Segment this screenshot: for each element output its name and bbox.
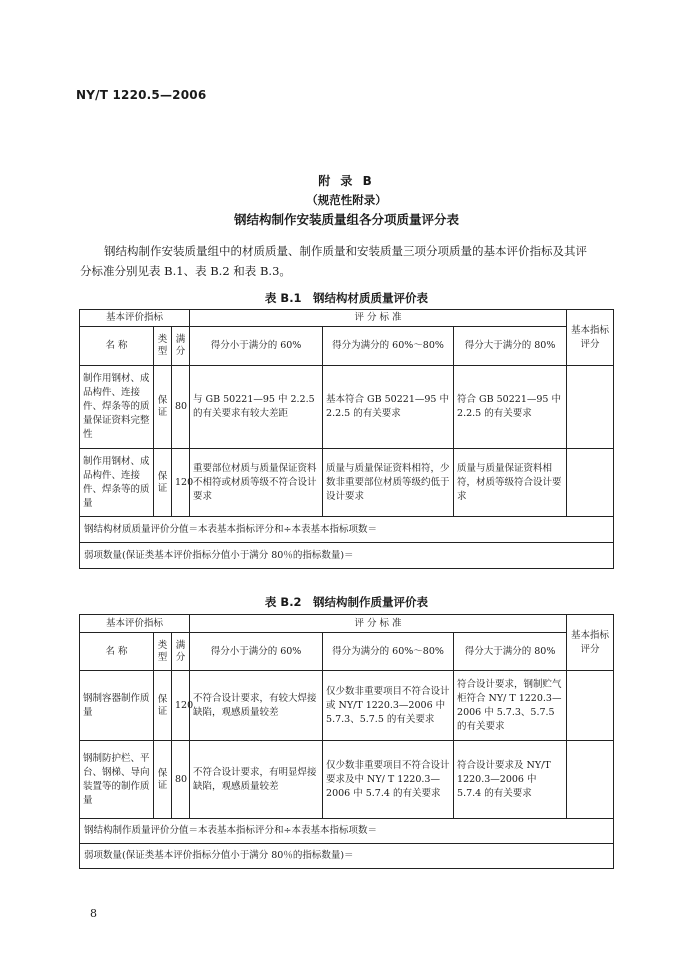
- page-number: 8: [90, 907, 97, 920]
- row-criteria-lt60: 不符合设计要求，有较大焊接缺陷，观感质量较差: [190, 671, 323, 741]
- row-criteria-60-80: 仅少数非重要项目不符合设计或 NY/T 1220.3—2006 中 5.7.3、5.7.5 的有关要求: [323, 671, 454, 741]
- intro-line-2: 分标准分别见表 B.1、表 B.2 和表 B.3。: [80, 264, 291, 278]
- table1-header-gt80: 得分大于满分的 80%: [454, 327, 567, 366]
- row-criteria-60-80: 仅少数非重要项目不符合设计要求及中 NY/ T 1220.3—2006 中 5.7.4 的有关要求: [323, 741, 454, 819]
- table2-header-criteria: 评 分 标 准: [190, 615, 567, 633]
- table-row: [80, 741, 614, 819]
- row-criteria-gt80: 符合 GB 50221—95 中 2.2.5 的有关要求: [454, 366, 567, 449]
- row-name: 制作用钢材、成品构件、连接件、焊条等的质量保证资料完整性: [80, 366, 154, 449]
- row-type: 保证: [154, 741, 172, 819]
- appendix-title: 附 录 B: [318, 174, 375, 188]
- row-criteria-gt80: 符合设计要求，钢制贮气柜符合 NY/ T 1220.3—2006 中 5.7.3、5.7.5 的有关要求: [454, 671, 567, 741]
- table2-header-60-80: 得分为满分的 60%～80%: [323, 633, 454, 671]
- row-name: 制作用钢材、成品构件、连接件、焊条等的质量: [80, 449, 154, 517]
- table2-header-lt60: 得分小于满分的 60%: [190, 633, 323, 671]
- table1-summary-score: 钢结构材质质量评价分值＝本表基本指标评分和÷本表基本指标项数＝: [80, 517, 614, 543]
- row-criteria-gt80: 符合设计要求及 NY/T 1220.3—2006 中 5.7.4 的有关要求: [454, 741, 567, 819]
- row-type: 保证: [154, 366, 172, 449]
- table2: [79, 614, 614, 869]
- table2-header-full: 满分: [172, 633, 190, 671]
- row-full-score: 120: [172, 671, 190, 741]
- table1-header-60-80: 得分为满分的 60%～80%: [323, 327, 454, 366]
- table1-header-name: 名 称: [80, 327, 154, 366]
- table1-header-lt60: 得分小于满分的 60%: [190, 327, 323, 366]
- intro-paragraph: [80, 241, 620, 281]
- row-criteria-lt60: 与 GB 50221—95 中 2.2.5 的有关要求有较大差距: [190, 366, 323, 449]
- table-row: [80, 449, 614, 517]
- table1-header-criteria: 评 分 标 准: [190, 310, 567, 327]
- row-name: 钢制防护栏、平台、钢梯、导向装置等的制作质量: [80, 741, 154, 819]
- row-type: 保证: [154, 449, 172, 517]
- row-criteria-gt80: 质量与质量保证资料相符，材质等级符合设计要求: [454, 449, 567, 517]
- table2-header-score: 基本指标评分: [567, 615, 614, 671]
- table2-caption: 表 B.2 钢结构制作质量评价表: [264, 595, 429, 609]
- appendix-heading: 钢结构制作安装质量组各分项质量评分表: [233, 212, 459, 227]
- row-full-score: 80: [172, 366, 190, 449]
- row-score-cell[interactable]: [567, 449, 614, 517]
- table-row: [80, 366, 614, 449]
- row-score-cell[interactable]: [567, 671, 614, 741]
- table1-header-basic: 基本评价指标: [80, 310, 190, 327]
- table2-header-name: 名 称: [80, 633, 154, 671]
- table2-header-gt80: 得分大于满分的 80%: [454, 633, 567, 671]
- document-code: NY/T 1220.5—2006: [76, 88, 207, 102]
- row-criteria-lt60: 不符合设计要求，有明显焊接缺陷，观感质量较差: [190, 741, 323, 819]
- row-name: 钢制容器制作质量: [80, 671, 154, 741]
- table-row: [80, 671, 614, 741]
- row-score-cell[interactable]: [567, 366, 614, 449]
- row-score-cell[interactable]: [567, 741, 614, 819]
- row-criteria-lt60: 重要部位材质与质量保证资料不相符或材质等级不符合设计要求: [190, 449, 323, 517]
- appendix-subtitle: （规范性附录）: [306, 193, 387, 207]
- row-full-score: 80: [172, 741, 190, 819]
- table1: [79, 309, 614, 569]
- intro-line-1: 钢结构制作安装质量组中的材质质量、制作质量和安装质量三项分项质量的基本评价指标及其评: [104, 244, 587, 258]
- table1-header-type: 类型: [154, 327, 172, 366]
- row-criteria-60-80: 质量与质量保证资料相符，少数非重要部位材质等级约低于设计要求: [323, 449, 454, 517]
- table2-weak-count: 弱项数量(保证类基本评价指标分值小于满分 80％的指标数量)＝: [80, 844, 614, 869]
- table1-caption: 表 B.1 钢结构材质质量评价表: [264, 291, 429, 305]
- table1-header-full: 满分: [172, 327, 190, 366]
- row-criteria-60-80: 基本符合 GB 50221—95 中 2.2.5 的有关要求: [323, 366, 454, 449]
- table2-header-basic: 基本评价指标: [80, 615, 190, 633]
- row-full-score: 120: [172, 449, 190, 517]
- row-type: 保证: [154, 671, 172, 741]
- table1-weak-count: 弱项数量(保证类基本评价指标分值小于满分 80％的指标数量)＝: [80, 543, 614, 569]
- table2-header-type: 类型: [154, 633, 172, 671]
- table2-summary-score: 钢结构制作质量评价分值＝本表基本指标评分和÷本表基本指标项数＝: [80, 819, 614, 844]
- table1-header-score: 基本指标评分: [567, 310, 614, 366]
